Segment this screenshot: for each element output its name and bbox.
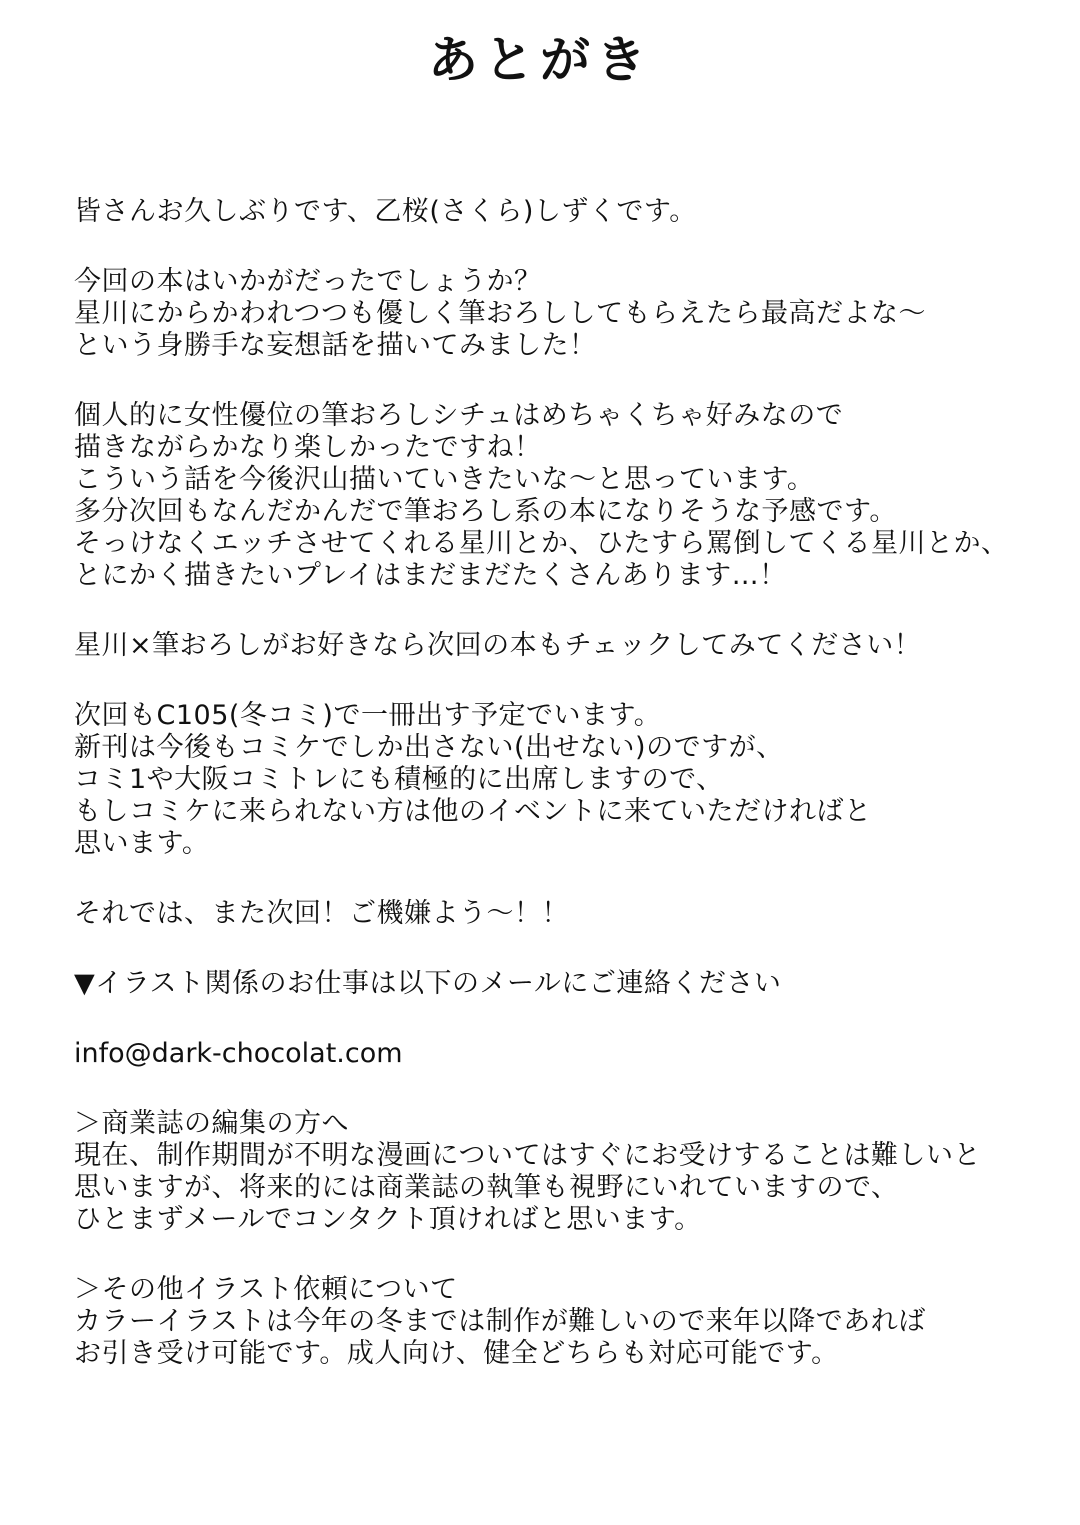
paragraph-events	[74, 700, 1054, 860]
contact-email[interactable]: info@dark-chocolat.com	[74, 1038, 403, 1069]
paragraph-email	[74, 1038, 1054, 1070]
paragraph-thoughts	[74, 400, 1054, 592]
text-line: という身勝手な妄想話を描いてみました！	[74, 330, 597, 361]
paragraph-intro	[74, 266, 1054, 362]
section-heading: ＞商業誌の編集の方へ	[74, 1108, 349, 1139]
text-line: コミ1や大阪コミトレにも積極的に出席しますので、	[74, 764, 724, 795]
afterword-body	[74, 196, 1054, 1370]
paragraph-farewell	[74, 898, 1054, 930]
text-line: 星川×筆おろしがお好きなら次回の本もチェックしてみてください！	[74, 630, 922, 661]
text-line: 個人的に女性優位の筆おろしシチュはめちゃくちゃ好みなので	[74, 400, 844, 431]
paragraph-next-book	[74, 630, 1054, 662]
paragraph-contact-note	[74, 968, 1054, 1000]
paragraph-editors	[74, 1108, 1054, 1236]
text-line: そっけなくエッチさせてくれる星川とか、ひたすら罵倒してくる星川とか、	[74, 528, 1009, 559]
text-line: 今回の本はいかがだったでしょうか？	[74, 266, 542, 297]
text-line: 描きながらかなり楽しかったですね！	[74, 432, 542, 463]
text-line: 思いますが、将来的には商業誌の執筆も視野にいれていますので、	[74, 1172, 899, 1203]
text-line: もしコミケに来られない方は他のイベントに来ていただければと	[74, 796, 872, 827]
text-line: ひとまずメールでコンタクト頂ければと思います。	[74, 1204, 702, 1235]
text-line: 次回もC105(冬コミ)で一冊出す予定でいます。	[74, 700, 662, 731]
text-line: こういう話を今後沢山描いていきたいな～と思っています。	[74, 464, 815, 495]
text-line: お引き受け可能です。成人向け、健全どちらも対応可能です。	[74, 1338, 839, 1369]
text-line: ▼イラスト関係のお仕事は以下のメールにご連絡ください	[74, 968, 782, 999]
text-line: 多分次回もなんだかんだで筆おろし系の本になりそうな予感です。	[74, 496, 897, 527]
text-line: 星川にからかわれつつも優しく筆おろししてもらえたら最高だよな～	[74, 298, 926, 329]
text-line: 思います。	[74, 828, 210, 859]
paragraph-greeting	[74, 196, 1054, 228]
text-line: とにかく描きたいプレイはまだまだたくさんあります…！	[74, 560, 787, 591]
page-title: あとがき	[428, 31, 652, 89]
text-line: 新刊は今後もコミケでしか出さない(出せない)のですが、	[74, 732, 784, 763]
text-line: 現在、制作期間が不明な漫画についてはすぐにお受けすることは難しいと	[74, 1140, 981, 1171]
section-heading: ＞その他イラスト依頼について	[74, 1274, 458, 1305]
text-line: カラーイラストは今年の冬までは制作が難しいので来年以降であれば	[74, 1306, 926, 1337]
paragraph-illustration-requests	[74, 1274, 1054, 1370]
text-line: 皆さんお久しぶりです、乙桜(さくら)しずくです。	[74, 196, 697, 227]
text-line: それでは、また次回！ご機嫌よう～！！	[74, 898, 569, 929]
